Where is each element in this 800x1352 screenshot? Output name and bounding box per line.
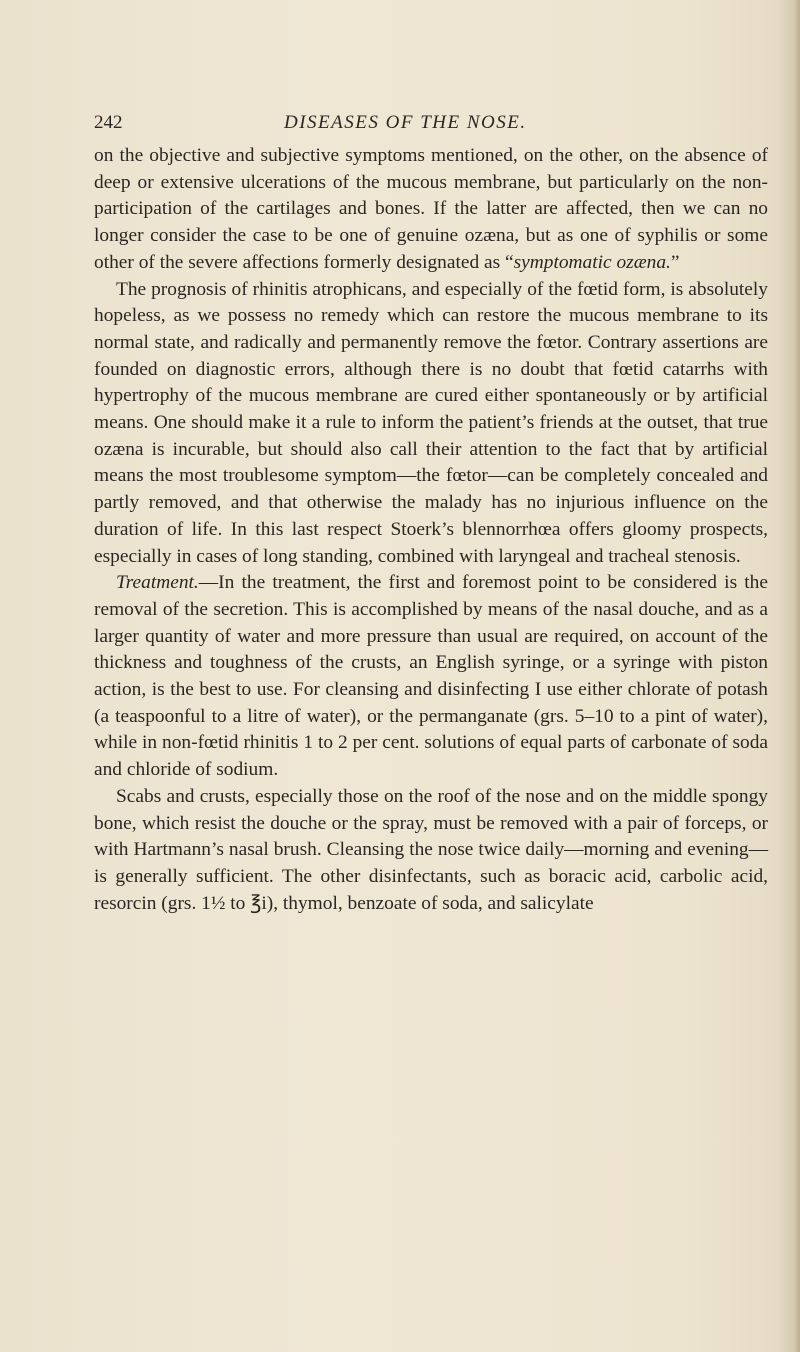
paragraph-continuation [94,143,768,277]
paragraph-prognosis [94,277,768,571]
paragraph-text: on the objective and subjective symptoms mentioned, on the other, on the absence of deep or extensive ulcerations of the mucous membrane, but particularly on the non-participation of the cartilages and bones. If the latter are affected, then we can no longer consider the case to be one of genuine ozæna, but as one of syphilis or some other of the severe affections formerly designated as “ [94,145,768,273]
body-text [94,143,768,917]
paragraph-scabs [94,784,768,918]
closing-quote: ” [670,251,680,273]
page-header [94,112,774,138]
italic-term: symptomatic ozæna. [513,251,671,273]
page-number: 242 [94,112,123,133]
paragraph-treatment [94,570,768,784]
paragraph-text: Scabs and crusts, especially those on the roof of the nose and on the middle spongy bone, which resist the douche or the spray, must be removed with a pair of forceps, or with Hartmann’s nasal brush. Cleansing the nose twice daily—morning and evening—is generally sufficient. The other disinfectants, such as boracic acid, carbolic acid, resorcin (grs. 1½ to ℥i), thymol, benzoate of soda, and salicylate [94,785,768,914]
paragraph-text: —In the treatment, the first and foremost point to be considered is the removal of the secretion. This is accomplished by means of the nasal douche, and as a larger quantity of water and more pressure than usual are required, on account of the thickness and toughness of the crusts, an English syringe, or a syringe with piston action, is the best to use. For cleansing and disinfecting I use either chlorate of potash (a teaspoonful to a litre of water), or the permanganate (grs. 5–10 to a pint of water), while in non-fœtid rhinitis 1 to 2 per cent. solutions of equal parts of carbonate of soda and chloride of sodium. [94,572,768,781]
running-head: DISEASES OF THE NOSE. [284,112,527,133]
section-heading-treatment: Treatment. [116,572,199,594]
page-edge-shadow [794,0,800,1352]
paragraph-text: The prognosis of rhinitis atrophicans, and especially of the fœtid form, is absolutely hopeless, as we possess no remedy which can restore the mucous membrane to its normal state, and radically and permanently remove the fœtor. Contrary assertions are founded on diagnostic errors, although there is no doubt that fœtid catarrhs with hypertrophy of the mucous membrane are cured either spontaneously or by artificial means. One should make it a rule to inform the patient’s friends at the outset, that true ozæna is incurable, but should also call their attention to the fact that by artificial means the most troublesome symptom—the fœtor—can be completely concealed and partly removed, and that otherwise the malady has no injurious influence on the duration of life. In this last respect Stoerk’s blennorrhœa offers gloomy prospects, especially in cases of long standing, combined with laryngeal and tracheal stenosis. [94,278,768,567]
